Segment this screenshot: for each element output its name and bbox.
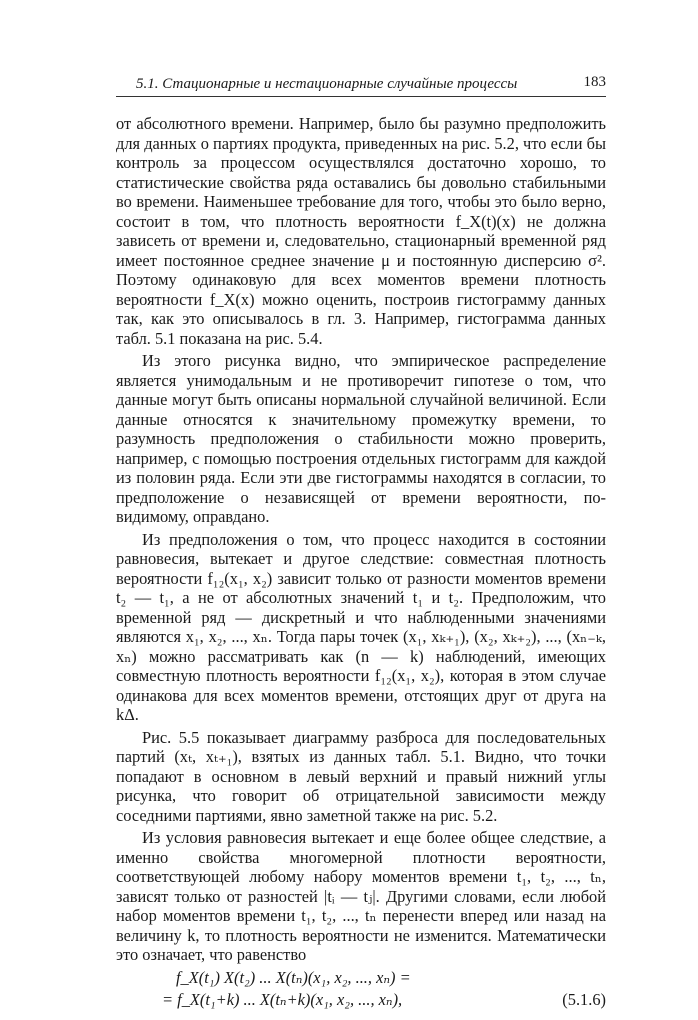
paragraph-3: Из предположения о том, что процесс находится в состоянии равновесия, вытекает и другое следствие: совместная плотность вероятности f₁₂(x₁, x₂) зависит только от разности моментов времени t₂ — t₁, а не от абсолютных значений t₁ и t₂. Предположим, что временной ряд — дискретный и что наблюденными значениями являются x₁, x₂, ..., xₙ. Тогда пары точек (x₁, xₖ₊₁), (x₂, xₖ₊₂), ..., (xₙ₋ₖ, xₙ) можно рассматривать как (n — k) наблюдений, имеющих совместную плотность вероятности f₁₂(x₁, x₂), которая в этом случае одинакова для всех моментов времени, отстоящих друг от друга на kΔ. [116,529,606,724]
equation-line-1: f_X(t₁) X(t₂) ... X(tₙ)(x₁, x₂, ..., xₙ) = [176,967,411,987]
page-number: 183 [583,74,606,90]
equation-5-1-6 [116,968,606,1020]
body-text [116,114,606,1020]
running-title: 5.1. Стационарные и нестационарные случайные процессы [136,76,518,92]
equation-number: (5.1.6) [562,989,606,1009]
running-header [116,70,606,97]
paragraph-1: от абсолютного времени. Например, было бы разумно предположить для данных о партиях продукта, приведенных на рис. 5.2, что если бы контроль за процессом осуществлялся достаточно хорошо, то статистические свойства ряда оставались бы довольно стабильными во времени. Наименьшее требование для того, чтобы это было верно, состоит в том, что плотность вероятности f_X(t)(x) не должна зависеть от времени и, следовательно, стационарный временной ряд имеет постоянное среднее значение μ и постоянную дисперсию σ². Поэтому одинаковую для всех моментов времени плотность вероятности f_X(x) можно оценить, построив гистограмму данных так, как это описывалось в гл. 3. Например, гистограмма данных табл. 5.1 показана на рис. 5.4. [116,114,606,348]
paragraph-2: Из этого рисунка видно, что эмпирическое распределение является унимодальным и не противоречит гипотезе о том, что данные могут быть описаны нормальной случайной величиной. Если данные относятся к значительному промежутку времени, то разумность предположения о стабильности можно проверить, например, с помощью построения отдельных гистограмм для каждой из половин ряда. Если эти две гистограммы находятся в согласии, то предположение о независящей от времени вероятности, по-видимому, оправдано. [116,351,606,526]
equation-line-2: = f_X(t₁+k) ... X(tₙ+k)(x₁, x₂, ..., xₙ), [162,989,403,1009]
paragraph-4: Рис. 5.5 показывает диаграмму разброса для последовательных партий (xₜ, xₜ₊₁), взятых из данных табл. 5.1. Видно, что точки попадают в основном в левый верхний и правый нижний углы рисунка, что говорит об отрицательной зависимости между соседними партиями, явно заметной также на рис. 5.2. [116,727,606,825]
paragraph-5: Из условия равновесия вытекает и еще более общее следствие, а именно свойства многомерной плотности вероятности, соответствующей любому набору моментов времени t₁, t₂, ..., tₙ, зависят только от разностей |tᵢ — tⱼ|. Другими словами, если любой набор моментов времени t₁, t₂, ..., tₙ перенести вперед или назад на величину k, то плотность вероятности не изменится. Математически это означает, что равенство [116,828,606,964]
